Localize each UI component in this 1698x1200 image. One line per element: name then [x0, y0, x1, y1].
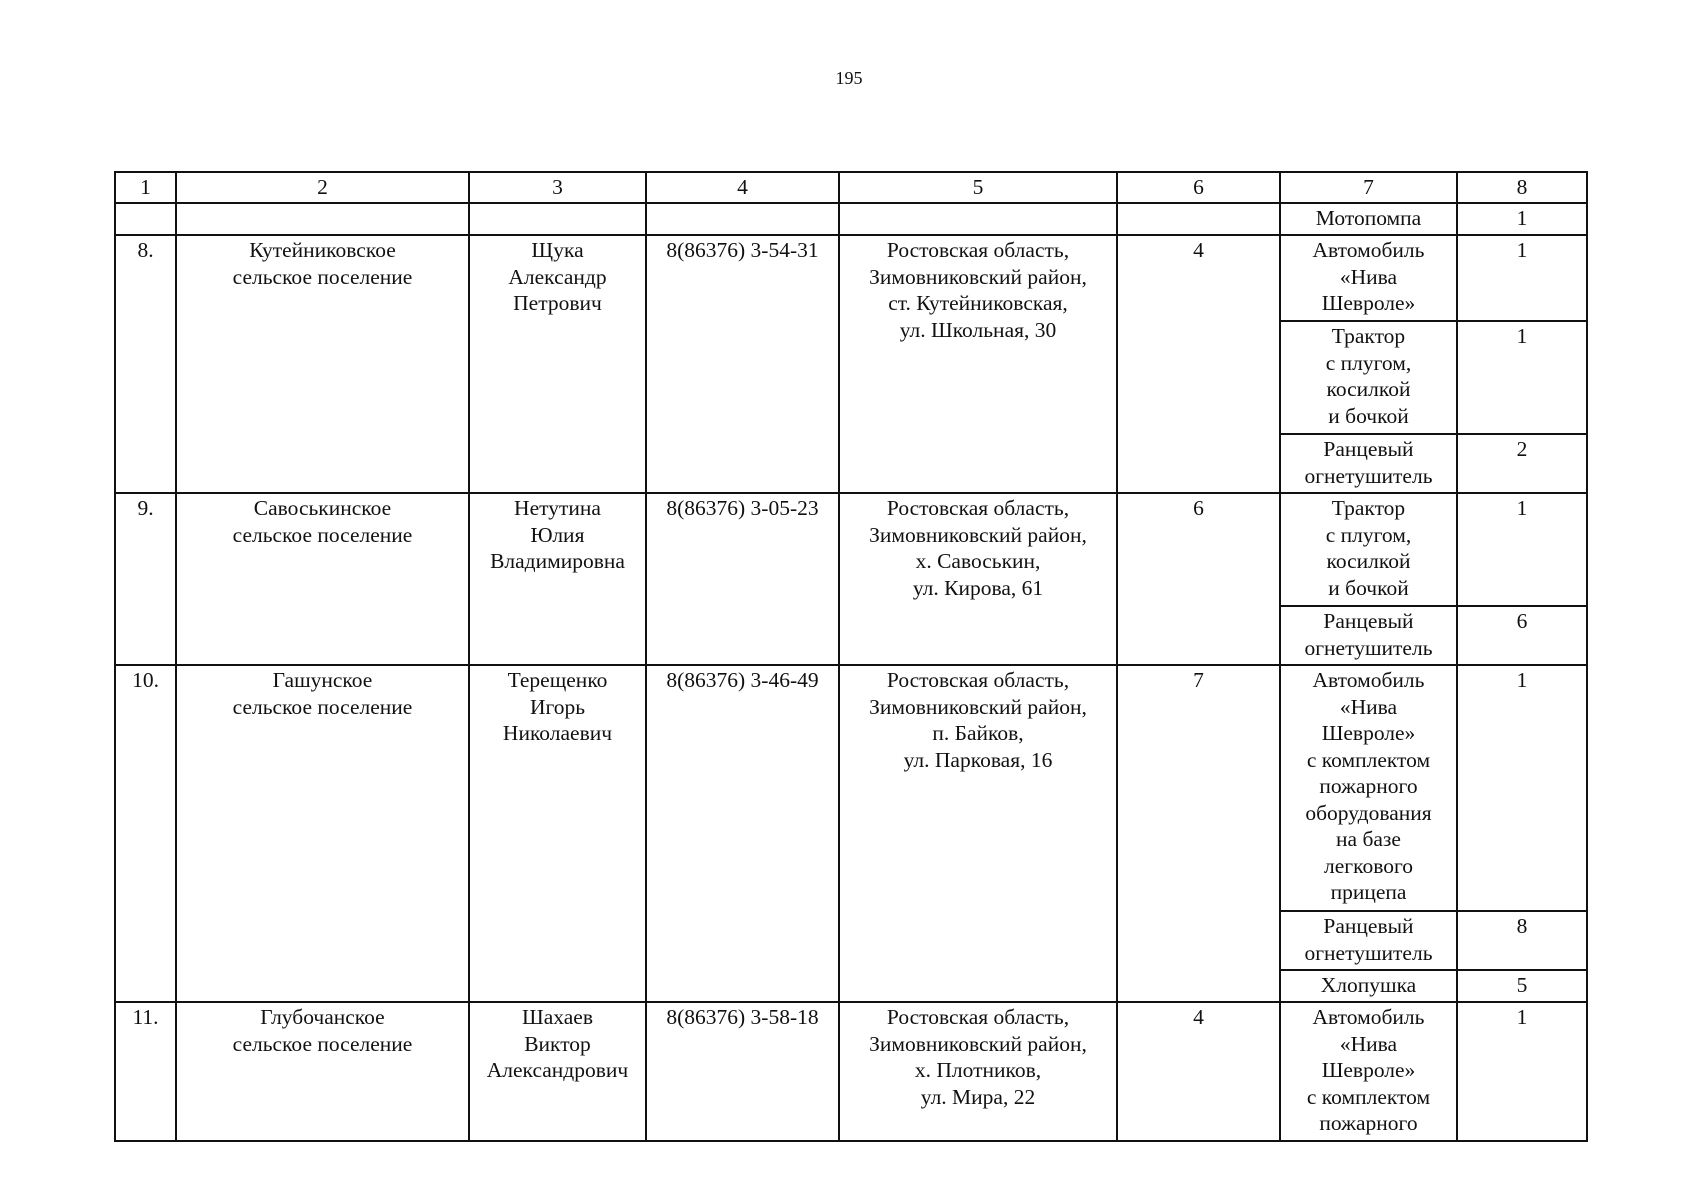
table-cell	[1117, 203, 1280, 235]
column-number: 5	[839, 172, 1117, 203]
head-name: Щука Александр Петрович	[469, 235, 646, 493]
settlement-name: Кутейниковское сельское поселение	[176, 235, 469, 493]
equipment-qty: 8	[1457, 911, 1587, 970]
equipment-qty: 6	[1457, 606, 1587, 665]
table-row	[115, 493, 1587, 606]
row-number: 8.	[115, 235, 176, 493]
head-name: Шахаев Виктор Александрович	[469, 1002, 646, 1141]
column-number: 8	[1457, 172, 1587, 203]
equipment-name: Мотопомпа	[1280, 203, 1457, 235]
column-number: 2	[176, 172, 469, 203]
equipment-name: Ранцевый огнетушитель	[1280, 911, 1457, 970]
equipment-qty: 1	[1457, 321, 1587, 434]
equipment-name: Хлопушка	[1280, 970, 1457, 1002]
settlement-name: Савоськинское сельское поселение	[176, 493, 469, 665]
equipment-name: Ранцевый огнетушитель	[1280, 606, 1457, 665]
row-number: 9.	[115, 493, 176, 665]
col6-value: 6	[1117, 493, 1280, 665]
phone-number: 8(86376) 3-58-18	[646, 1002, 839, 1141]
col6-value: 7	[1117, 665, 1280, 1002]
equipment-qty: 1	[1457, 1002, 1587, 1141]
address: Ростовская область, Зимовниковский район, п. Байков, ул. Парковая, 16	[839, 665, 1117, 1002]
address: Ростовская область, Зимовниковский район, ст. Кутейниковская, ул. Школьная, 30	[839, 235, 1117, 493]
equipment-name: Автомобиль «Нива Шевроле»	[1280, 235, 1457, 321]
col6-value: 4	[1117, 1002, 1280, 1141]
head-name: Терещенко Игорь Николаевич	[469, 665, 646, 1002]
equipment-name: Трактор с плугом, косилкой и бочкой	[1280, 321, 1457, 434]
column-number: 6	[1117, 172, 1280, 203]
phone-number: 8(86376) 3-54-31	[646, 235, 839, 493]
column-number: 1	[115, 172, 176, 203]
head-name: Нетутина Юлия Владимировна	[469, 493, 646, 665]
equipment-qty: 1	[1457, 665, 1587, 911]
column-number: 4	[646, 172, 839, 203]
equipment-qty: 5	[1457, 970, 1587, 1002]
settlement-name: Гашунское сельское поселение	[176, 665, 469, 1002]
col6-value: 4	[1117, 235, 1280, 493]
table-row	[115, 203, 1587, 235]
table-cell	[469, 203, 646, 235]
address: Ростовская область, Зимовниковский район, х. Савоськин, ул. Кирова, 61	[839, 493, 1117, 665]
address: Ростовская область, Зимовниковский район, х. Плотников, ул. Мира, 22	[839, 1002, 1117, 1141]
row-number: 10.	[115, 665, 176, 1002]
column-number: 3	[469, 172, 646, 203]
equipment-name: Автомобиль «Нива Шевроле» с комплектом пожарного оборудования на базе легкового прицепа	[1280, 665, 1457, 911]
table-cell	[176, 203, 469, 235]
equipment-name: Ранцевый огнетушитель	[1280, 434, 1457, 493]
table-row	[115, 665, 1587, 911]
table-cell	[839, 203, 1117, 235]
phone-number: 8(86376) 3-05-23	[646, 493, 839, 665]
equipment-name: Трактор с плугом, косилкой и бочкой	[1280, 493, 1457, 606]
equipment-name: Автомобиль «Нива Шевроле» с комплектом пожарного	[1280, 1002, 1457, 1141]
table-cell	[646, 203, 839, 235]
equipment-qty: 1	[1457, 203, 1587, 235]
equipment-qty: 1	[1457, 493, 1587, 606]
equipment-qty: 1	[1457, 235, 1587, 321]
page-number: 195	[835, 68, 863, 88]
table-row	[115, 1002, 1587, 1141]
settlement-name: Глубочанское сельское поселение	[176, 1002, 469, 1141]
phone-number: 8(86376) 3-46-49	[646, 665, 839, 1002]
row-number: 11.	[115, 1002, 176, 1141]
table-cell	[115, 203, 176, 235]
table-row	[115, 235, 1587, 321]
column-number: 7	[1280, 172, 1457, 203]
column-number-row	[115, 172, 1587, 203]
equipment-qty: 2	[1457, 434, 1587, 493]
equipment-table	[114, 171, 1588, 1142]
